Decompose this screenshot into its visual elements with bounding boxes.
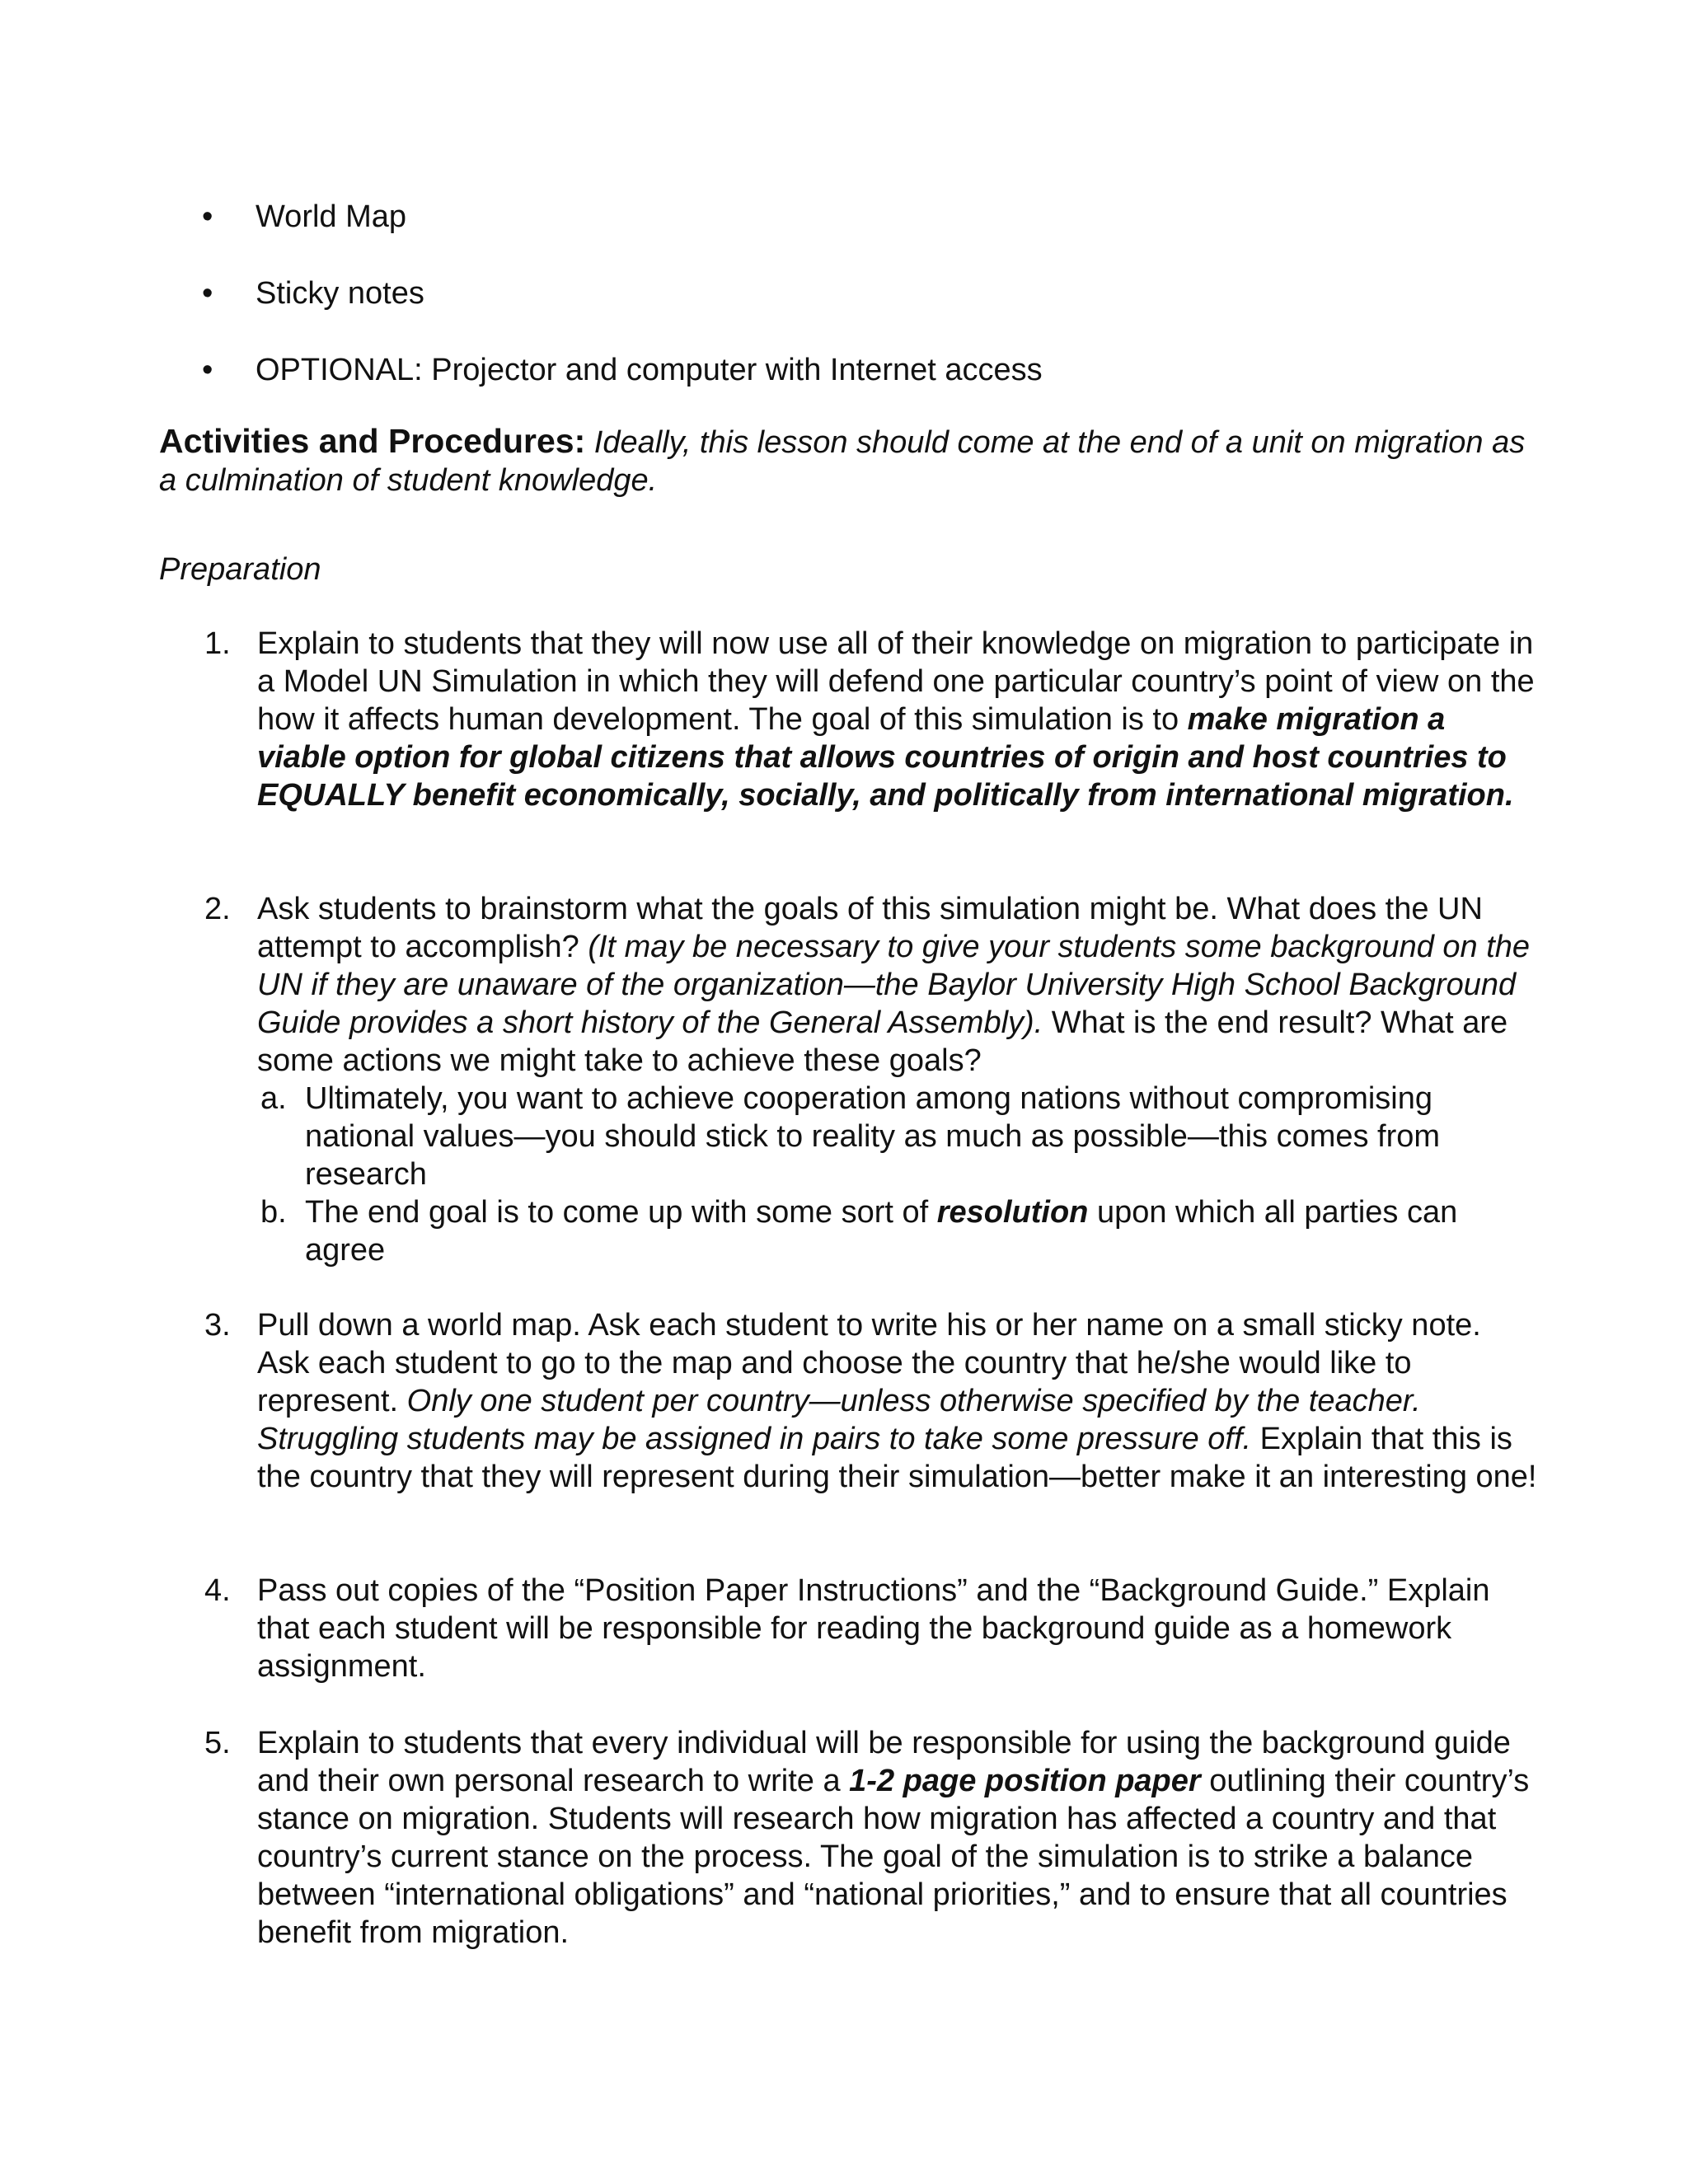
material-label: OPTIONAL: Projector and computer with Internet access bbox=[256, 353, 1043, 387]
step-3 bbox=[204, 1306, 1540, 1496]
step-italic: (It may be necessary to give your students some background on the UN if they are unaware of the organization—the Baylor University High School Background Guide provides a short history of the General Assembly). bbox=[257, 930, 1531, 1040]
step-body bbox=[257, 625, 1540, 814]
step-number: 1. bbox=[204, 626, 231, 661]
list-item bbox=[202, 351, 1521, 389]
step-5 bbox=[204, 1724, 1540, 1952]
materials-list bbox=[202, 198, 1521, 428]
step-number: 4. bbox=[204, 1573, 231, 1608]
sub-text: upon which all parties can agree bbox=[305, 1195, 1458, 1268]
step-text: Pass out copies of the “Position Paper Instructions” and the “Background Guide.” Explain that each student will be responsible for reading the background guide as a homework assignment. bbox=[257, 1573, 1490, 1684]
bullet-icon: • bbox=[202, 353, 213, 387]
section-intro: Ideally, this lesson should come at the end of a unit on migration as a culmination of student knowledge. bbox=[159, 425, 1526, 498]
list-item bbox=[202, 198, 1521, 236]
step-number: 3. bbox=[204, 1308, 231, 1343]
step-text: outlining their country’s stance on migration. Students will research how migration has affected a country and that country’s current stance on the process. The goal of the simulation is to strike a balance between “international obligations” and “national priorities,” and to ensure that all countries benefit from migration. bbox=[257, 1764, 1530, 1950]
step-number: 2. bbox=[204, 892, 231, 926]
step-emphasis: 1-2 page position paper bbox=[849, 1764, 1201, 1798]
step-body bbox=[257, 1724, 1540, 1952]
bullet-icon: • bbox=[202, 276, 213, 311]
sub-text: Ultimately, you want to achieve cooperation among nations without compromising national values—you should stick to reality as much as possible—this comes from research bbox=[305, 1081, 1441, 1192]
step-text: Explain to students that they will now use all of their knowledge on migration to participate in a Model UN Simulation in which they will defend one particular country’s point of view on the how it affects human development. The goal of this simulation is to bbox=[257, 626, 1535, 737]
step-body bbox=[257, 1572, 1540, 1685]
step-italic: Only one student per country—unless otherwise specified by the teacher. Struggling students may be assigned in pairs to take some pressure off. bbox=[257, 1384, 1421, 1456]
step-text: Ask students to brainstorm what the goals of this simulation might be. What does the UN attempt to accomplish? bbox=[257, 892, 1483, 964]
sub-item-b bbox=[257, 1193, 1492, 1269]
step-body bbox=[257, 890, 1540, 1080]
preparation-heading: Preparation bbox=[159, 552, 321, 587]
sub-item-a bbox=[257, 1080, 1492, 1193]
step-text: Pull down a world map. Ask each student to write his or her name on a small sticky note. Ask each student to go to the map and choose the country that he/she would like to represent. bbox=[257, 1308, 1481, 1418]
list-item bbox=[202, 274, 1521, 312]
step-emphasis: make migration a viable option for global citizens that allows countries of origin and host countries to EQUALLY benefit economically, socially, and politically from international migration. bbox=[257, 702, 1514, 813]
step-4 bbox=[204, 1572, 1540, 1685]
activities-heading bbox=[159, 422, 1527, 499]
bullet-icon: • bbox=[202, 199, 213, 234]
step-text: Explain to students that every individual will be responsible for using the background guide and their own personal research to write a bbox=[257, 1726, 1511, 1798]
sub-letter: b. bbox=[260, 1195, 287, 1230]
step-2 bbox=[204, 890, 1540, 1269]
step-text: What is the end result? What are some actions we might take to achieve these goals? bbox=[257, 1005, 1508, 1078]
section-title: Activities and Procedures: bbox=[159, 422, 586, 460]
step-text: Explain that this is the country that they will represent during their simulation—better make it an interesting one! bbox=[257, 1422, 1537, 1494]
sub-text: The end goal is to come up with some sort of bbox=[305, 1195, 937, 1230]
material-label: Sticky notes bbox=[256, 276, 424, 311]
sub-emphasis: resolution bbox=[936, 1195, 1089, 1230]
step-body bbox=[257, 1306, 1540, 1496]
step-1 bbox=[204, 625, 1540, 814]
material-label: World Map bbox=[256, 199, 407, 234]
sub-letter: a. bbox=[260, 1081, 287, 1116]
step-number: 5. bbox=[204, 1726, 231, 1760]
